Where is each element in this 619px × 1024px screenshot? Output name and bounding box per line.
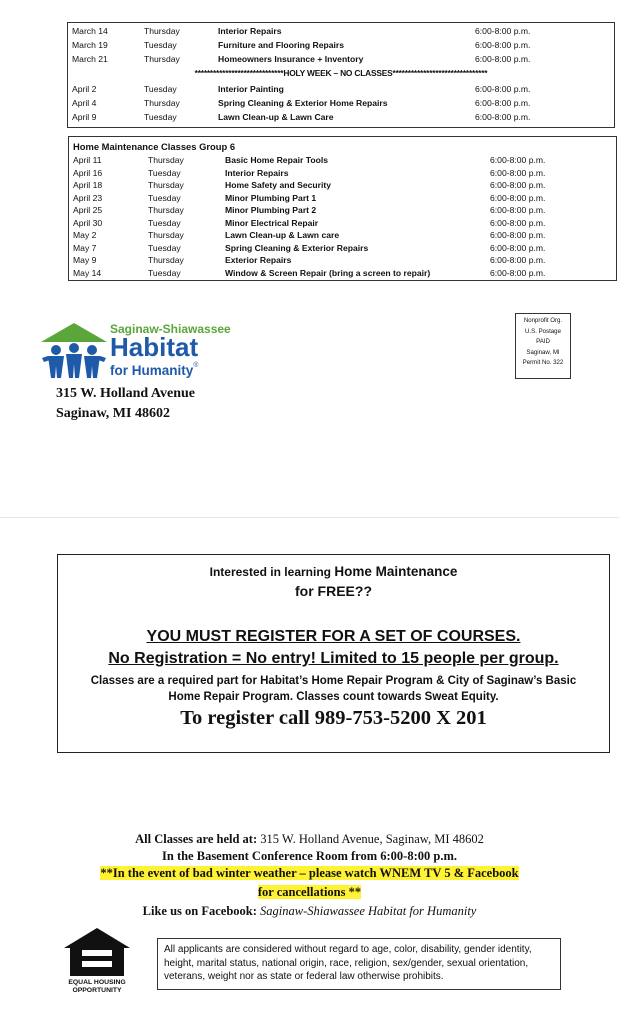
no-registration: No Registration = No entry! Limited to 15 people per group. bbox=[108, 650, 559, 667]
row-title: Furniture and Flooring Repairs bbox=[218, 40, 345, 50]
postage-line: Nonprofit Org. bbox=[523, 317, 563, 324]
row-title: Window & Screen Repair (bring a screen to repair) bbox=[225, 267, 431, 278]
row-date: April 18 bbox=[73, 180, 103, 190]
row-day: Tuesday bbox=[144, 112, 177, 122]
row-time: 6:00-8:00 p.m. bbox=[475, 98, 531, 108]
row-title: Lawn Clean-up & Lawn Care bbox=[218, 112, 334, 122]
weather-warning: **In the event of bad winter weather – please watch WNEM TV 5 & Facebook bbox=[100, 866, 519, 880]
row-date: April 30 bbox=[73, 217, 103, 228]
interested-text: Interested in learning bbox=[209, 565, 335, 579]
row-time: 6:00-8:00 p.m. bbox=[475, 54, 531, 64]
schedule-row bbox=[68, 40, 614, 53]
row-time: 6:00-8:00 p.m. bbox=[490, 180, 546, 190]
postage-line: Saginaw, MI bbox=[526, 348, 560, 356]
row-day: Tuesday bbox=[144, 40, 177, 50]
held-at-label: All Classes are held at: bbox=[135, 832, 261, 846]
basement-line: In the Basement Conference Room from 6:00-8:00 p.m. bbox=[162, 849, 457, 863]
row-title: Spring Cleaning & Exterior Home Repairs bbox=[218, 98, 388, 108]
row-date: April 11 bbox=[73, 155, 102, 165]
row-date: March 21 bbox=[72, 54, 108, 64]
row-date: April 4 bbox=[72, 98, 97, 108]
eho-line-2: OPPORTUNITY bbox=[72, 987, 122, 994]
row-day: Thursday bbox=[144, 98, 180, 108]
schedule-table-continued bbox=[67, 22, 615, 128]
register-call: To register call 989-753-5200 X 201 bbox=[180, 707, 487, 729]
row-date: May 2 bbox=[73, 230, 97, 240]
row-day: Thursday bbox=[148, 205, 184, 215]
required-line-1: Classes are a required part for Habitat’s Home Repair Program & City of Saginaw’s Basic bbox=[90, 675, 577, 687]
row-time: 6:00-8:00 p.m. bbox=[490, 230, 546, 240]
row-title: Lawn Clean-up & Lawn care bbox=[225, 230, 340, 240]
schedule-row bbox=[69, 168, 616, 181]
row-time: 6:00-8:00 p.m. bbox=[490, 192, 546, 203]
row-time: 6:00-8:00 p.m. bbox=[475, 26, 531, 36]
schedule-row bbox=[69, 180, 616, 193]
row-title: Spring Cleaning & Exterior Repairs bbox=[225, 242, 369, 253]
row-time: 6:00-8:00 p.m. bbox=[490, 255, 546, 265]
facebook-page-name[interactable]: Saginaw-Shiawassee Habitat for Humanity bbox=[260, 904, 477, 918]
row-time: 6:00-8:00 p.m. bbox=[475, 84, 531, 94]
row-title: Minor Plumbing Part 2 bbox=[225, 205, 317, 215]
schedule-row bbox=[69, 193, 616, 206]
for-free: for FREE?? bbox=[295, 583, 372, 599]
equal-housing-logo bbox=[62, 926, 132, 998]
row-title: Interior Repairs bbox=[218, 26, 282, 36]
habitat-logo bbox=[38, 320, 231, 380]
schedule-row bbox=[69, 268, 616, 281]
row-title: Interior Painting bbox=[218, 84, 284, 94]
row-date: April 16 bbox=[73, 167, 103, 178]
row-title: Interior Repairs bbox=[225, 167, 289, 178]
row-time: 6:00-8:00 p.m. bbox=[490, 205, 546, 215]
logo-line-1: Saginaw-Shiawassee bbox=[110, 322, 231, 336]
interested-line bbox=[58, 564, 609, 579]
row-title: Minor Plumbing Part 1 bbox=[225, 192, 317, 203]
row-title: Homeowners Insurance + Inventory bbox=[218, 54, 364, 64]
postage-indicia bbox=[515, 313, 571, 379]
required-line-2: Home Repair Program. Classes count towards Sweat Equity. bbox=[168, 691, 499, 703]
weather-line-2 bbox=[0, 885, 619, 900]
row-date: April 25 bbox=[73, 205, 103, 215]
facebook-label: Like us on Facebook: bbox=[142, 904, 261, 918]
row-date: April 2 bbox=[72, 84, 97, 94]
row-date: May 7 bbox=[73, 242, 97, 253]
logo-line-3: for Humanity bbox=[110, 363, 194, 378]
postage-line: PAID bbox=[536, 338, 550, 346]
habitat-house-people-icon bbox=[38, 320, 110, 380]
postage-line: U.S. Postage bbox=[525, 327, 561, 335]
row-day: Thursday bbox=[144, 54, 180, 64]
row-day: Thursday bbox=[144, 26, 180, 36]
row-day: Tuesday bbox=[148, 267, 181, 278]
address-city: Saginaw, MI 48602 bbox=[56, 406, 170, 421]
row-day: Thursday bbox=[148, 255, 184, 265]
non-discrimination-notice: All applicants are considered without regard to age, color, disability, gender identity, height, marital status, national origin, race, religion, sex/gender, sexual orientation, veterans, weight nor as state or federal law otherwise prohibits. bbox=[157, 938, 561, 990]
held-at-line bbox=[0, 832, 619, 847]
row-date: May 9 bbox=[73, 255, 97, 265]
facebook-line bbox=[0, 904, 619, 919]
schedule-row bbox=[68, 98, 614, 111]
row-day: Tuesday bbox=[148, 242, 181, 253]
row-date: April 9 bbox=[72, 112, 97, 122]
row-day: Thursday bbox=[148, 230, 184, 240]
row-title: Exterior Repairs bbox=[225, 255, 292, 265]
address-street: 315 W. Holland Avenue bbox=[56, 386, 196, 401]
row-date: May 14 bbox=[73, 267, 102, 278]
schedule-row bbox=[69, 255, 616, 268]
row-day: Thursday bbox=[148, 180, 184, 190]
row-time: 6:00-8:00 p.m. bbox=[490, 217, 546, 228]
equal-housing-icon bbox=[62, 926, 132, 978]
row-time: 6:00-8:00 p.m. bbox=[490, 267, 546, 278]
row-time: 6:00-8:00 p.m. bbox=[490, 155, 546, 165]
schedule-row bbox=[69, 218, 616, 231]
schedule-row bbox=[69, 243, 616, 256]
row-date: April 23 bbox=[73, 192, 103, 203]
row-title: Minor Electrical Repair bbox=[225, 217, 319, 228]
row-title: Basic Home Repair Tools bbox=[225, 155, 328, 165]
schedule-row bbox=[68, 84, 614, 97]
schedule-row bbox=[68, 54, 614, 67]
postage-line: Permit No. 322 bbox=[522, 359, 564, 367]
row-day: Tuesday bbox=[148, 192, 181, 203]
weather-warning-cont: for cancellations ** bbox=[257, 885, 362, 899]
must-register: YOU MUST REGISTER FOR A SET OF COURSES. bbox=[146, 628, 521, 645]
schedule-table-group-6 bbox=[68, 136, 617, 281]
row-time: 6:00-8:00 p.m. bbox=[475, 112, 531, 122]
row-time: 6:00-8:00 p.m. bbox=[490, 167, 546, 178]
row-day: Thursday bbox=[148, 155, 184, 165]
schedule-row bbox=[69, 155, 616, 168]
row-day: Tuesday bbox=[148, 217, 181, 228]
row-time: 6:00-8:00 p.m. bbox=[490, 242, 546, 253]
holy-week-notice: *****************************HOLY WEEK – NO CLASSES******************************* bbox=[194, 68, 488, 78]
row-date: March 14 bbox=[72, 26, 108, 36]
registration-box bbox=[57, 554, 610, 753]
schedule-row bbox=[68, 26, 614, 39]
schedule-row bbox=[69, 205, 616, 218]
weather-line-1 bbox=[0, 866, 619, 881]
row-day: Tuesday bbox=[148, 167, 181, 178]
row-time: 6:00-8:00 p.m. bbox=[475, 40, 531, 50]
held-at-value: 315 W. Holland Avenue, Saginaw, MI 48602 bbox=[260, 832, 484, 846]
row-day: Tuesday bbox=[144, 84, 177, 94]
group-heading: Home Maintenance Classes Group 6 bbox=[73, 141, 236, 152]
logo-line-2: Habitat bbox=[110, 332, 199, 362]
logo-line-3-wrap bbox=[110, 362, 198, 380]
schedule-row bbox=[68, 112, 614, 125]
fold-line bbox=[0, 517, 619, 518]
interested-emphasis: Home Maintenance bbox=[334, 564, 458, 579]
schedule-row bbox=[69, 230, 616, 243]
row-title: Home Safety and Security bbox=[225, 180, 332, 190]
row-date: March 19 bbox=[72, 40, 108, 50]
registered-mark: ® bbox=[193, 362, 199, 369]
eho-line-1: EQUAL HOUSING bbox=[68, 979, 126, 986]
